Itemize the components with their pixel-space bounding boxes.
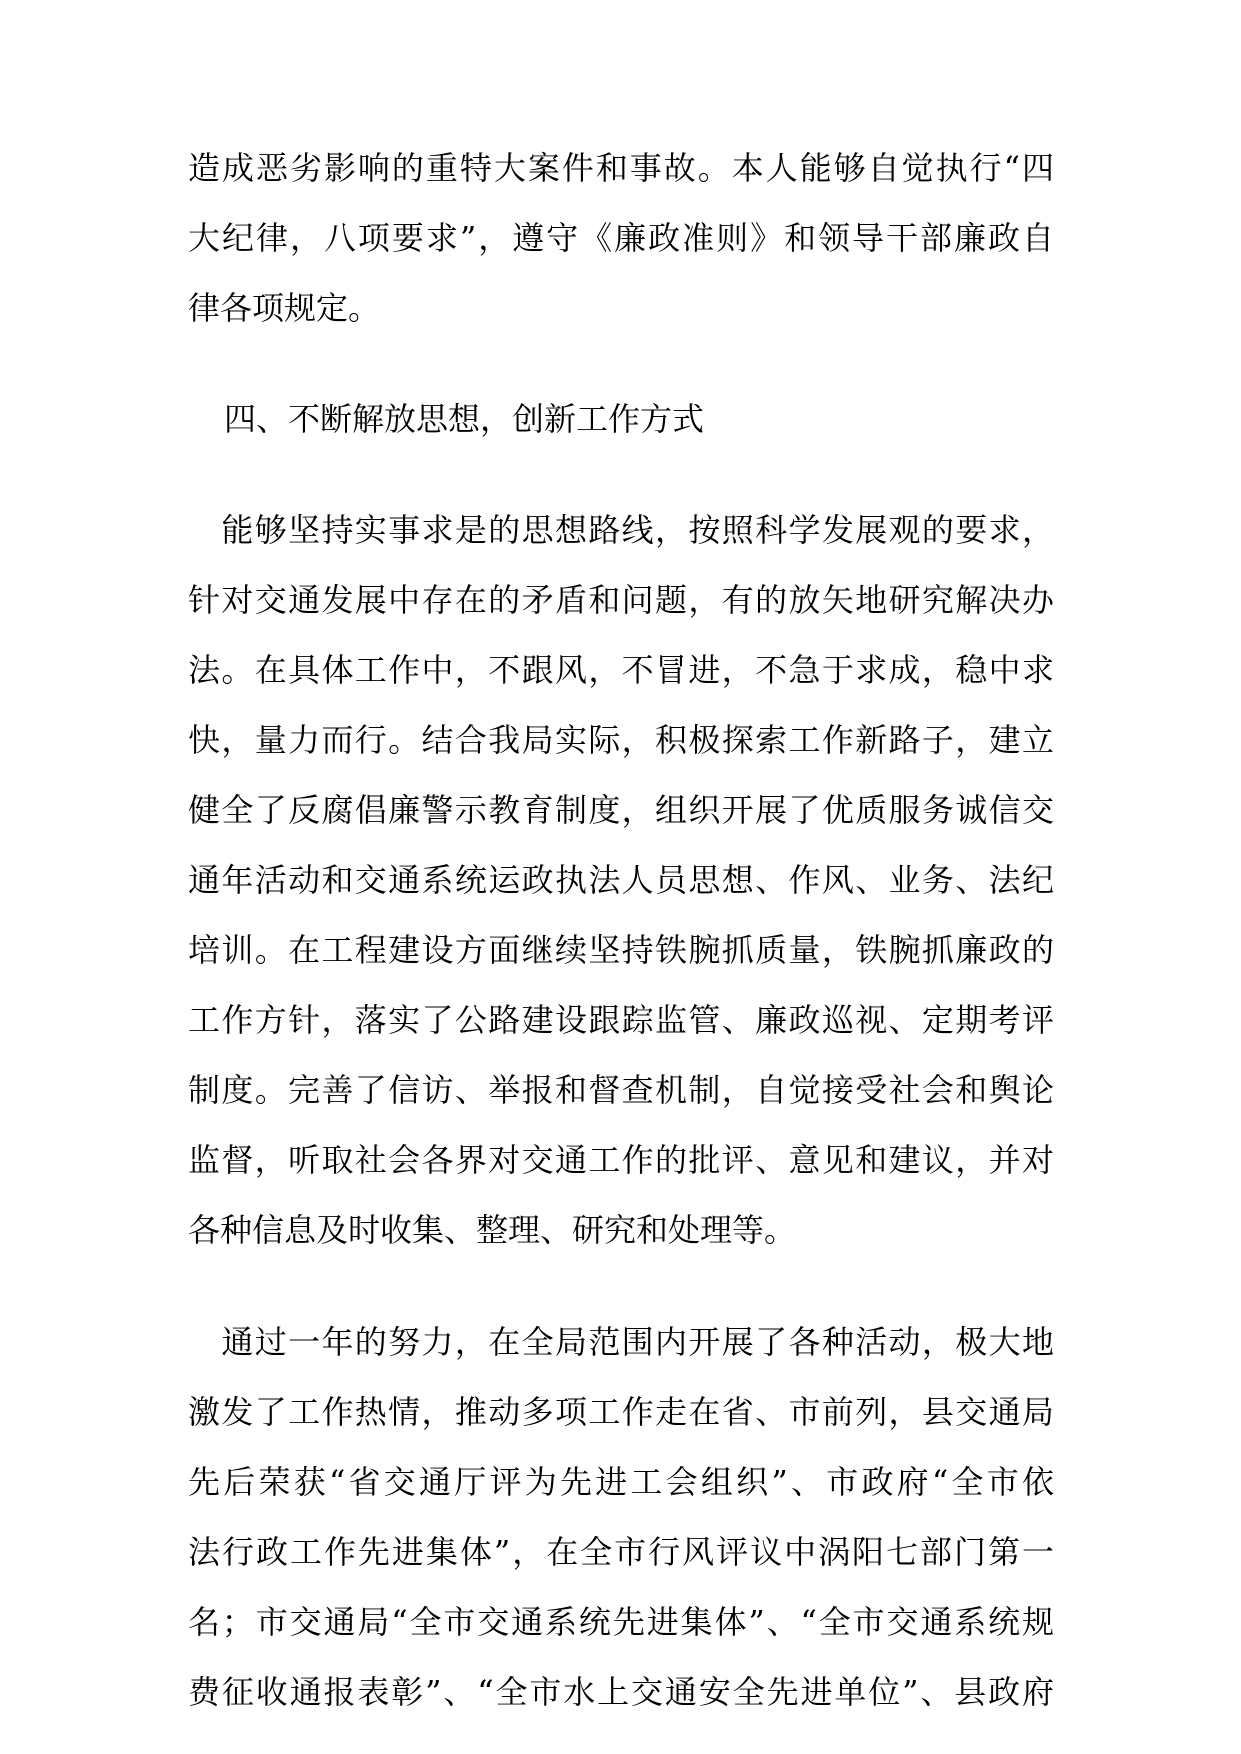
paragraph-line: 通过一年的努力，在全局范围内开展了各种活动，极大地 [188, 1323, 1054, 1361]
section-heading: 四、不断解放思想，创新工作方式 [224, 400, 705, 438]
paragraph-line: 费征收通报表彰”、“全市水上交通安全先进单位”、县政府 [188, 1673, 1054, 1711]
paragraph-line: 先后荣获“省交通厅评为先进工会组织”、市政府“全市依 [188, 1463, 1054, 1501]
paragraph-line: 法。在具体工作中，不跟风，不冒进，不急于求成，稳中求 [188, 651, 1054, 689]
paragraph-line: 健全了反腐倡廉警示教育制度，组织开展了优质服务诚信交 [188, 791, 1054, 829]
paragraph-line: 造成恶劣影响的重特大案件和事故。本人能够自觉执行“四 [188, 149, 1054, 187]
paragraph-line: 快，量力而行。结合我局实际，积极探索工作新路子，建立 [188, 721, 1054, 759]
paragraph-line: 名；市交通局“全市交通系统先进集体”、“全市交通系统规 [188, 1603, 1054, 1641]
paragraph-line: 制度。完善了信访、举报和督查机制，自觉接受社会和舆论 [188, 1071, 1054, 1109]
paragraph-line: 能够坚持实事求是的思想路线，按照科学发展观的要求， [188, 511, 1054, 549]
paragraph-line: 激发了工作热情，推动多项工作走在省、市前列，县交通局 [188, 1393, 1054, 1431]
paragraph-line: 工作方针，落实了公路建设跟踪监管、廉政巡视、定期考评 [188, 1001, 1054, 1039]
paragraph-line: 律各项规定。 [188, 289, 381, 327]
paragraph-line: 监督，听取社会各界对交通工作的批评、意见和建议，并对 [188, 1141, 1054, 1179]
paragraph-line: 大纪律，八项要求”，遵守《廉政准则》和领导干部廉政自 [188, 219, 1054, 257]
paragraph-line: 通年活动和交通系统运政执法人员思想、作风、业务、法纪 [188, 861, 1054, 899]
paragraph-line: 针对交通发展中存在的矛盾和问题，有的放矢地研究解决办 [188, 581, 1054, 619]
paragraph-line: 法行政工作先进集体”，在全市行风评议中涡阳七部门第一 [188, 1533, 1054, 1571]
paragraph-line: 各种信息及时收集、整理、研究和处理等。 [188, 1211, 797, 1249]
paragraph-line: 培训。在工程建设方面继续坚持铁腕抓质量，铁腕抓廉政的 [188, 931, 1054, 969]
